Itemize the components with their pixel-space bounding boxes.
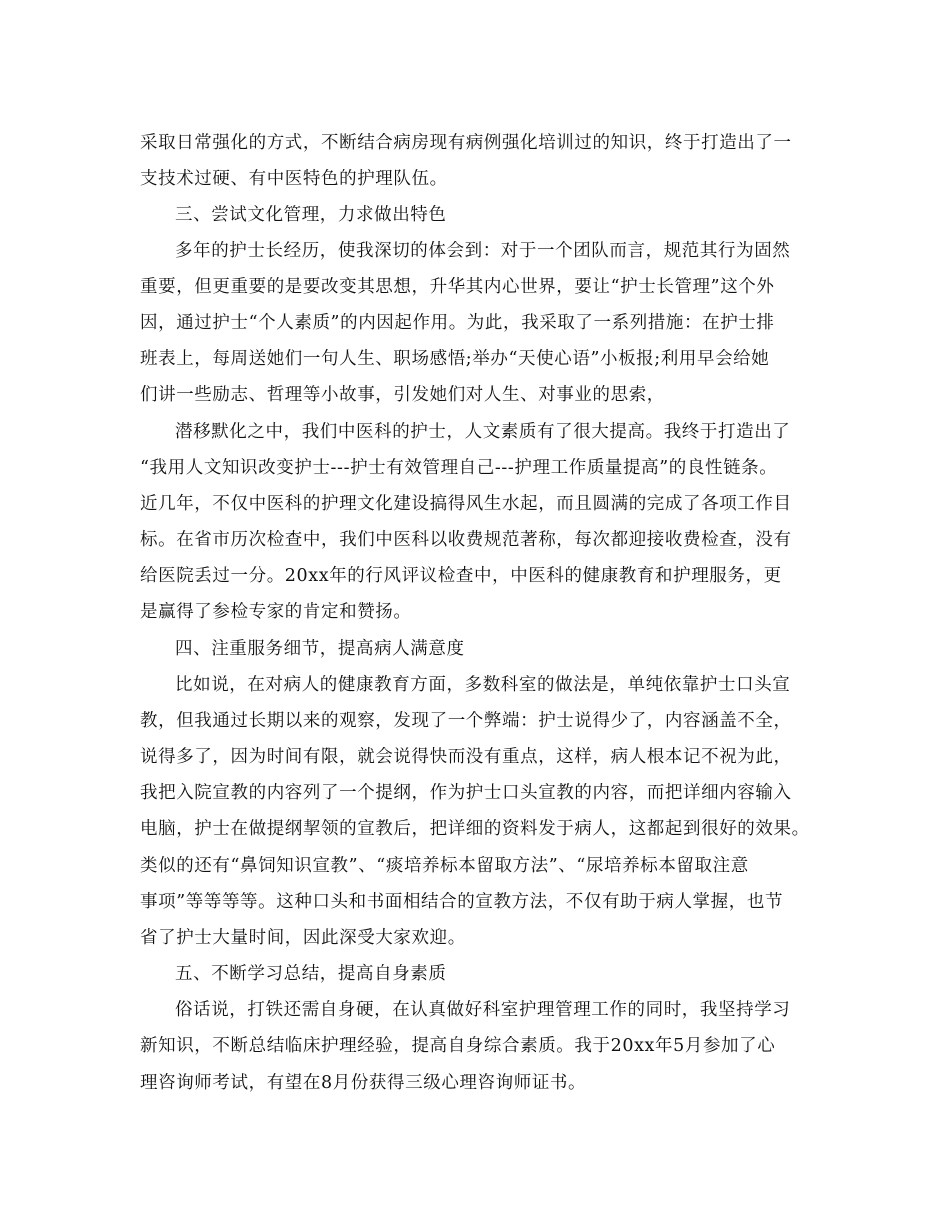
text-line: 说得多了，因为时间有限，就会说得快而没有重点，这样，病人根本记不祝为此， <box>140 747 792 767</box>
text-line: 教，但我通过长期以来的观察，发现了一个弊端：护士说得少了，内容涵盖不全， <box>140 711 792 731</box>
text-line: 新知识，不断总结临床护理经验，提高自身综合素质。我于20xx年5月参加了心 <box>140 1036 776 1056</box>
text-line: “我用人文知识改变护士---护士有效管理自己---护理工作质量提高”的良性链条。 <box>140 458 778 478</box>
text-line: 标。在省市历次检查中，我们中医科以收费规范著称，每次都迎接收费检查，没有 <box>140 530 792 550</box>
text-line: 们讲一些励志、哲理等小故事，引发她们对人生、对事业的思索， <box>140 385 665 405</box>
text-line: 省了护士大量时间，因此深受大家欢迎。 <box>140 928 466 948</box>
text-line: 是赢得了参检专家的肯定和赞扬。 <box>140 602 412 622</box>
text-line: 我把入院宣教的内容列了一个提纲，作为护士口头宣教的内容，而把详细内容输入 <box>140 783 792 803</box>
text-line: 采取日常强化的方式，不断结合病房现有病例强化培训过的知识，终于打造出了一 <box>140 133 792 153</box>
section-heading: 三、尝试文化管理，力求做出特色 <box>175 205 447 225</box>
text-line: 俗话说，打铁还需自身硬，在认真做好科室护理管理工作的同时，我坚持学习 <box>175 1000 791 1020</box>
text-line: 理咨询师考试，有望在8月份获得三级心理咨询师证书。 <box>140 1073 587 1093</box>
text-line: 比如说，在对病人的健康教育方面，多数科室的做法是，单纯依靠护士口头宣 <box>175 675 791 695</box>
text-line: 重要，但更重要的是要改变其思想，升华其内心世界，要让“护士长管理”这个外 <box>140 277 775 297</box>
text-line: 电脑，护士在做提纲挈领的宣教后，把详细的资料发于病人，这都起到很好的效果。 <box>140 819 810 839</box>
text-line: 支技术过硬、有中医特色的护理队伍。 <box>140 169 448 189</box>
text-line: 多年的护士长经历，使我深切的体会到：对于一个团队而言，规范其行为固然 <box>175 241 791 261</box>
text-line: 类似的还有“鼻饲知识宣教”、“痰培养标本留取方法”、“尿培养标本留取注意 <box>140 856 749 876</box>
section-heading: 四、注重服务细节，提高病人满意度 <box>175 639 465 659</box>
section-heading: 五、不断学习总结，提高自身素质 <box>175 964 447 984</box>
text-line: 班表上，每周送她们一句人生、职场感悟;举办“天使心语”小板报;利用早会给她 <box>140 349 770 369</box>
text-line: 事项”等等等等。这种口头和书面相结合的宣教方法，不仅有助于病人掌握，也节 <box>140 892 784 912</box>
text-line: 给医院丢过一分。20xx年的行风评议检查中，中医科的健康教育和护理服务，更 <box>140 566 782 586</box>
text-line: 潜移默化之中，我们中医科的护士，人文素质有了很大提高。我终于打造出了 <box>175 422 791 442</box>
text-line: 因，通过护士“个人素质”的内因起作用。为此，我采取了一系列措施：在护士排 <box>140 313 775 333</box>
text-line: 近几年，不仅中医科的护理文化建设搞得风生水起，而且圆满的完成了各项工作目 <box>140 494 792 514</box>
